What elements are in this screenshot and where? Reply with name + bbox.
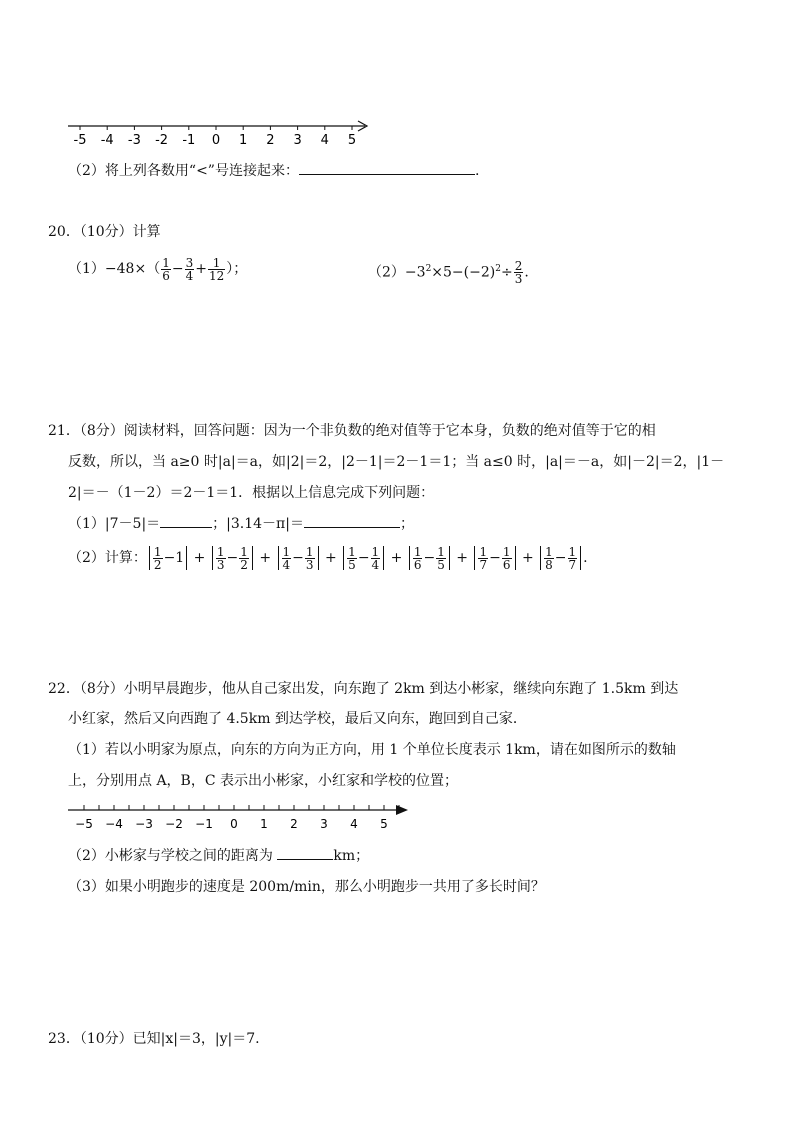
minus-sign: − [292, 550, 304, 566]
expr: （2）小彬家与学校之间的距离为 [68, 848, 273, 864]
tick-label: -2 [155, 133, 169, 148]
tick-label: 4 [350, 817, 358, 831]
q23-line1: 23．（10分）已知|x|＝3，|y|＝7. [48, 1031, 260, 1047]
answer-blank[interactable] [299, 174, 475, 175]
numerator: 1 [502, 544, 511, 559]
denominator: 2 [240, 557, 248, 572]
denominator: 2 [153, 557, 162, 572]
period: . [474, 163, 480, 179]
numerator: 1 [348, 544, 356, 559]
abs-bar [252, 546, 253, 570]
number: 1 [175, 550, 185, 566]
abs-bar [343, 546, 344, 570]
q21-part2 [68, 543, 588, 573]
numerator: 1 [216, 544, 225, 559]
tick-label: −4 [105, 817, 123, 831]
tick-label: −2 [165, 817, 183, 831]
operator: − [171, 261, 184, 277]
expr: ）； [226, 261, 248, 277]
period: . [583, 550, 588, 566]
q22-line1: 22．（8分）小明早晨跑步，他从自己家出发，向东跑了 2km 到达小彬家，继续向东跑了 1.5km 到达 [48, 681, 679, 697]
tick-label: −3 [135, 817, 153, 831]
plus-sign: + [189, 550, 210, 566]
numerator: 1 [545, 544, 553, 559]
q20-part1 [68, 256, 247, 282]
numerator: 1 [371, 544, 380, 559]
tick-label: 1 [239, 133, 248, 148]
minus-sign: − [357, 550, 370, 566]
tick-label: 1 [260, 817, 268, 831]
abs-bar [383, 546, 384, 570]
q20-header: 20．（10分）计算 [48, 224, 161, 240]
numerator: 1 [413, 544, 422, 559]
numerator: 1 [568, 544, 577, 559]
label: （2） [368, 264, 405, 281]
expr: ×5−(−2) [431, 264, 496, 281]
fraction [544, 546, 554, 571]
q20-part2 [368, 256, 529, 286]
fraction: $\frac{3}{4}$ [185, 255, 194, 283]
fraction [413, 546, 423, 571]
abs-bar [318, 546, 319, 570]
plus-sign: + [320, 550, 342, 566]
tick-label: 2 [290, 817, 298, 831]
abs-bar [409, 546, 410, 570]
abs-bar [580, 546, 581, 570]
expr: −48×（ [104, 261, 161, 277]
q21-line3: 2|＝－（1－2）＝2－1＝1．根据以上信息完成下列问题： [68, 485, 435, 501]
denominator: 6 [502, 557, 511, 572]
answer-blank[interactable] [160, 527, 212, 528]
tick-label: 0 [230, 817, 238, 831]
tick-label: 3 [320, 817, 328, 831]
fraction [216, 546, 226, 571]
operator: + [195, 261, 207, 277]
q21-line2: 反数，所以，当 a≥0 时|a|＝a，如|2|＝2，|2－1|＝2－1＝1；当 a≤0 时，|a|＝－a，如|－2|＝2，|1－ [68, 454, 725, 470]
tick-label: 4 [320, 133, 329, 148]
abs-bar [278, 546, 279, 570]
denominator: 3 [216, 557, 225, 572]
abs-bar [186, 546, 187, 570]
minus-sign: − [554, 550, 567, 566]
plus-sign: + [386, 550, 407, 566]
tick-label: -3 [127, 133, 141, 148]
minus-sign: − [423, 550, 436, 566]
numerator: 1 [240, 544, 248, 559]
fraction [305, 546, 315, 571]
q19-part2-text: （2）将上列各数用“<”号连接起来： [68, 163, 299, 179]
fraction: $\frac{1}{12}$ [208, 255, 225, 283]
abs-bar [515, 546, 516, 570]
denominator: 4 [282, 557, 291, 572]
denominator: 5 [348, 557, 356, 572]
fraction [502, 546, 512, 571]
fraction [371, 546, 381, 571]
tick-label: -5 [73, 133, 87, 148]
tick-label: 3 [293, 133, 302, 148]
q21-part1 [68, 513, 414, 533]
tick-label: 5 [347, 133, 357, 148]
tick-label: 0 [211, 133, 221, 148]
denominator: 3 [305, 557, 314, 572]
fraction [478, 546, 488, 571]
exponent: 2 [425, 264, 432, 274]
tick-label: 5 [380, 817, 388, 831]
q19-part2 [68, 160, 479, 180]
label: （2）计算： [68, 550, 147, 566]
unit: km； [333, 848, 370, 864]
tick-label: −5 [75, 817, 93, 831]
denominator: 7 [568, 557, 577, 572]
q22-line3: （1）若以小明家为原点，向东的方向为正方向，用 1 个单位长度表示 1km，请在如图所示的数轴 [68, 742, 676, 758]
minus-sign: − [226, 550, 239, 566]
fraction: $\frac{1}{6}$ [162, 255, 170, 283]
tick-label: -4 [100, 133, 114, 148]
plus-sign: + [517, 550, 539, 566]
denominator: 4 [371, 557, 380, 572]
abs-bar [212, 546, 213, 570]
denominator: 7 [479, 557, 488, 572]
tick-label: 2 [266, 133, 275, 148]
plus-sign: + [254, 550, 276, 566]
fraction: $\frac{2}{3}$ [514, 259, 523, 287]
fraction [347, 546, 357, 571]
tick-label: −1 [195, 817, 213, 831]
abs-bar [540, 546, 541, 570]
period: . [524, 264, 529, 281]
numerator: 1 [437, 544, 445, 559]
operator: ÷ [500, 264, 513, 281]
tick-label: -1 [182, 133, 196, 148]
plus-sign: + [451, 550, 473, 566]
abs-bar [449, 546, 450, 570]
numerator: 1 [305, 544, 314, 559]
numerator: 1 [153, 544, 162, 559]
denominator: 6 [413, 557, 422, 572]
q22-line4: 上，分别用点 A，B，C 表示出小彬家，小红家和学校的位置； [68, 773, 459, 789]
numerator: 1 [479, 544, 488, 559]
exponent: 2 [495, 264, 501, 274]
expr: ；|3.14－π|＝ [212, 516, 304, 532]
punct: ； [399, 516, 414, 532]
label: （1） [68, 261, 105, 277]
q21-line1: 21．（8分）阅读材料，回答问题：因为一个非负数的绝对值等于它本身，负数的绝对值等于它的相 [48, 423, 656, 439]
fraction [436, 546, 446, 571]
fraction [568, 546, 578, 571]
minus-sign: − [163, 550, 176, 566]
denominator: 8 [545, 557, 553, 572]
q22-line2: 小红家，然后又向西跑了 4.5km 到达学校，最后又向东，跑回到自己家． [68, 711, 527, 727]
expr: （1）|7－5|＝ [68, 516, 161, 532]
abs-bar [474, 546, 475, 570]
number-line-2 [60, 800, 420, 836]
expr: −3 [404, 264, 426, 281]
minus-sign: − [489, 550, 501, 566]
fraction [239, 546, 249, 571]
answer-blank[interactable] [277, 859, 333, 860]
abs-sum-expression [147, 544, 583, 572]
denominator: 5 [437, 557, 445, 572]
fraction [153, 546, 163, 571]
q22-part2 [68, 845, 369, 865]
fraction [282, 546, 292, 571]
number-line-1 [60, 116, 380, 152]
abs-bar [149, 546, 150, 570]
answer-blank[interactable] [304, 527, 400, 528]
q22-part3: （3）如果小明跑步的速度是 200m/min，那么小明跑步一共用了多长时间？ [68, 879, 545, 895]
numerator: 1 [282, 544, 291, 559]
